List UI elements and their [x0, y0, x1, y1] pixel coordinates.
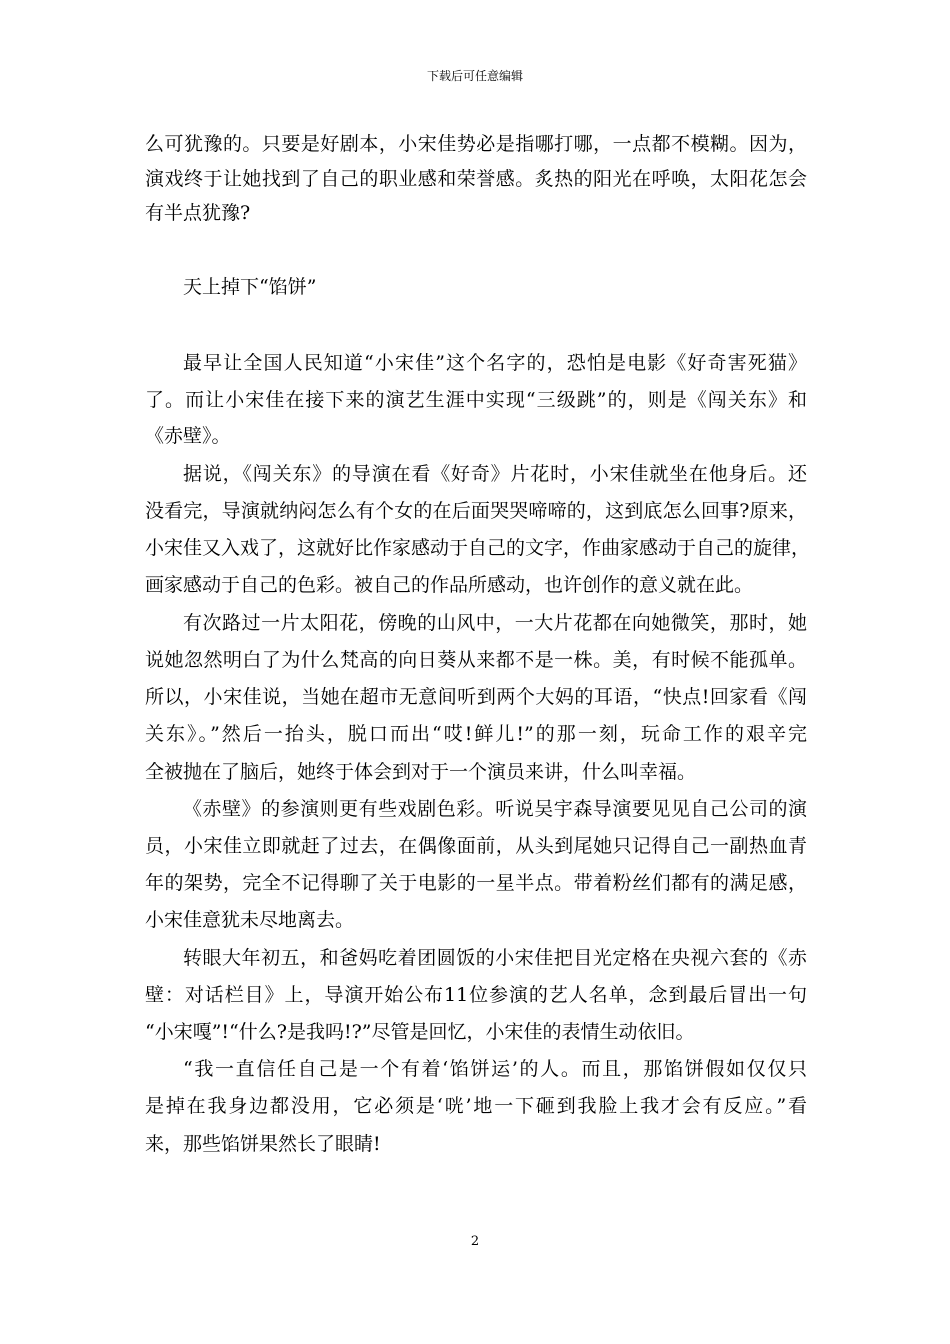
text-line: 小宋佳意犹未尽地离去。 [145, 909, 355, 931]
text-line: 小宋佳又入戏了，这就好比作家感动于自己的文字，作曲家感动于自己的旋律， [145, 537, 811, 559]
text-line: “我一直信任自己是一个有着‘馅饼运’的人。而且，那馅饼假如仅仅只 [183, 1058, 807, 1080]
text-line: 《赤壁》的参演则更有些戏剧色彩。听说吴宇森导演要见见自己公司的演 [183, 798, 807, 820]
text-line: 有半点犹豫? [145, 202, 251, 224]
text-line: 是掉在我身边都没用，它必须是‘咣’地一下砸到我脸上我才会有反应。”看 [145, 1095, 807, 1117]
text-line: 关东》。”然后一抬头，脱口而出“哎!鲜儿!”的那一刻，玩命工作的艰辛完 [145, 723, 807, 745]
page-header: 下载后可任意编辑 [426, 69, 523, 83]
text-line: 《赤壁》。 [145, 425, 231, 447]
text-line: 员，小宋佳立即就赶了过去，在偶像面前，从头到尾她只记得自己一副热血青 [145, 835, 807, 857]
page-number: 2 [470, 1234, 480, 1249]
text-line: 转眼大年初五，和爸妈吃着团圆饭的小宋佳把目光定格在央视六套的《赤 [183, 947, 807, 969]
text-line: 据说，《闯关东》的导演在看《好奇》片花时，小宋佳就坐在他身后。还 [183, 463, 807, 485]
text-line: “小宋嘎”!“什么?是我吗!?”尽管是回忆，小宋佳的表情生动依旧。 [145, 1021, 695, 1043]
text-line: 画家感动于自己的色彩。被自己的作品所感动，也许创作的意义就在此。 [145, 574, 754, 596]
text-line: 了。而让小宋佳在接下来的演艺生涯中实现“三级跳”的，则是《闯关东》和 [145, 389, 807, 411]
text-line: 么可犹豫的。只要是好剧本，小宋佳势必是指哪打哪，一点都不模糊。因为， [145, 133, 807, 155]
text-line: 演戏终于让她找到了自己的职业感和荣誉感。炙热的阳光在呼唤，太阳花怎会 [145, 168, 807, 190]
section-heading: 天上掉下“馅饼” [183, 276, 317, 298]
text-line: 没看完，导演就纳闷怎么有个女的在后面哭哭啼啼的，这到底怎么回事?原来， [145, 500, 807, 522]
text-line: 所以，小宋佳说，当她在超市无意间听到两个大妈的耳语，“快点!回家看《闯 [145, 686, 807, 708]
text-line: 来，那些馅饼果然长了眼睛! [145, 1133, 381, 1155]
text-line: 全被抛在了脑后，她终于体会到对于一个演员来讲，什么叫幸福。 [145, 761, 697, 783]
text-line: 说她忽然明白了为什么梵高的向日葵从来都不是一株。美，有时候不能孤单。 [145, 649, 807, 671]
text-line: 年的架势，完全不记得聊了关于电影的一星半点。带着粉丝们都有的满足感， [145, 872, 807, 894]
text-line: 壁：对话栏目》上，导演开始公布11位参演的艺人名单，念到最后冒出一句 [145, 984, 807, 1006]
text-line: 最早让全国人民知道“小宋佳”这个名字的，恐怕是电影《好奇害死猫》 [183, 352, 807, 374]
text-line: 有次路过一片太阳花，傍晚的山风中，一大片花都在向她微笑，那时，她 [183, 612, 807, 634]
